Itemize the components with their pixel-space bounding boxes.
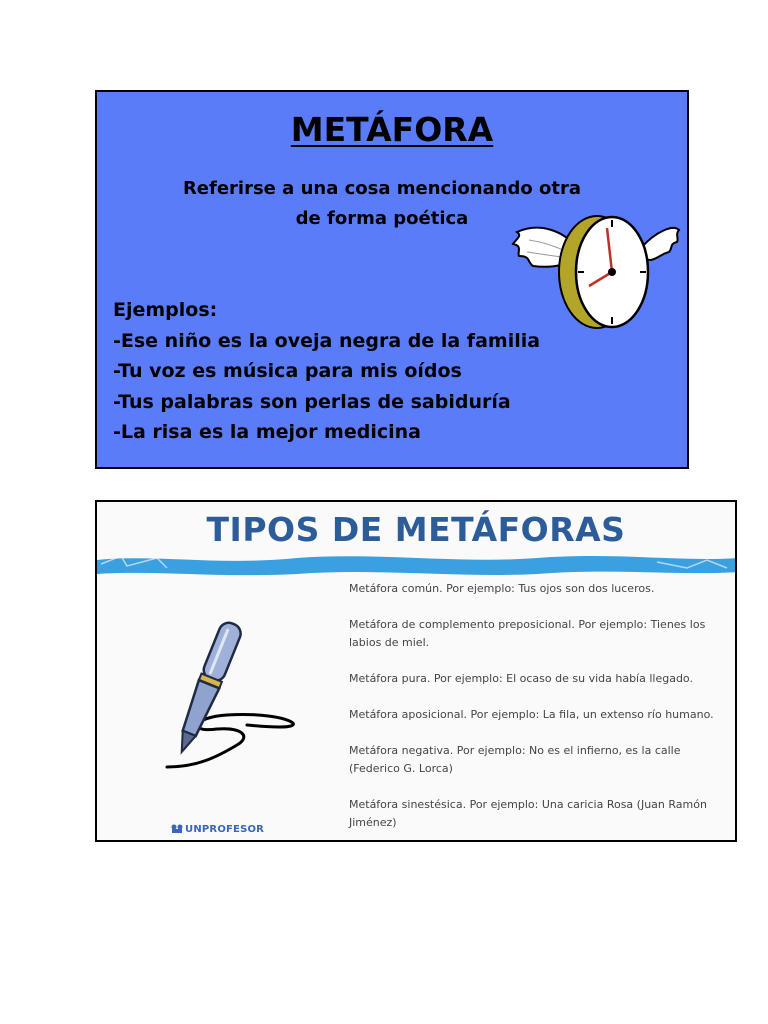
examples-list — [113, 295, 540, 448]
list-item: Metáfora negativa. Por ejemplo: No es el infierno, es la calle (Federico G. Lorca) — [349, 744, 681, 775]
list-item: Metáfora sinestésica. Por ejemplo: Una caricia Rosa (Juan Ramón Jiménez) — [349, 798, 707, 829]
example-item: -Ese niño es la oveja negra de la familia — [113, 329, 541, 352]
brush-stroke-divider — [97, 546, 737, 580]
tipos-title: TIPOS DE METÁFORAS — [206, 510, 626, 549]
metaphor-types-list — [349, 580, 719, 842]
logo-icon — [171, 824, 183, 833]
example-item: -Tus palabras son perlas de sabiduría — [113, 390, 511, 413]
metafora-card — [95, 90, 689, 469]
brand-name: UNPROFESOR — [185, 824, 265, 835]
example-item: -La risa es la mejor medicina — [113, 421, 421, 443]
metafora-title: METÁFORA — [290, 110, 494, 149]
definition-line-1: Referirse a una cosa mencionando otra — [182, 178, 582, 199]
pen-writing-icon — [147, 617, 297, 777]
examples-heading: Ejemplos: — [113, 299, 218, 321]
definition-line-2: de forma poética — [295, 208, 469, 229]
list-item: Metáfora común. Por ejemplo: Tus ojos son dos luceros. — [349, 582, 655, 595]
list-item: Metáfora aposicional. Por ejemplo: La fila, un extenso río humano. — [349, 708, 714, 721]
list-item: Metáfora pura. Por ejemplo: El ocaso de su vida había llegado. — [349, 672, 693, 685]
example-item: -Tu voz es música para mis oídos — [113, 360, 462, 382]
brand-logo — [171, 824, 264, 835]
tipos-card — [95, 500, 737, 842]
list-item: Metáfora de complemento preposicional. Por ejemplo: Tienes los labios de miel. — [349, 618, 706, 649]
